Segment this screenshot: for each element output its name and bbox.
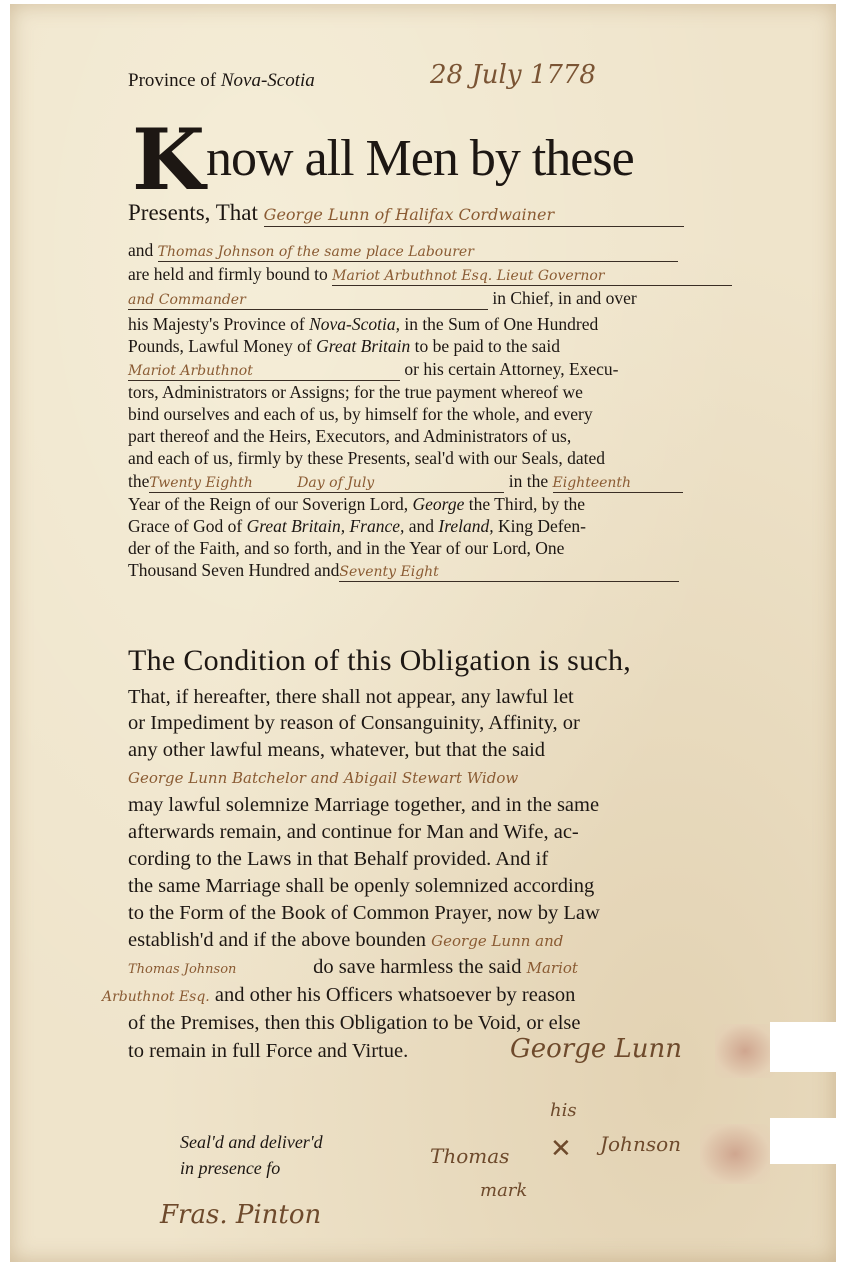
bond-line-5: his Majesty's Province of Nova-Scotia, in the Sum of One Hundred [128, 314, 599, 334]
bond-line-15: der of the Faith, and so forth, and in the Year of our Lord, One [128, 538, 565, 558]
wax-seal-upper [715, 1024, 775, 1078]
paper-cutout-lower [770, 1118, 844, 1164]
condition-line-11: Thomas Johnson do save harmless the said Mariot [128, 956, 578, 978]
condition-line-10: establish'd and if the above bounden George Lunn and [128, 929, 564, 951]
condition-line-7: cording to the Laws in that Behalf provided. And if [128, 848, 549, 870]
paper-cutout-upper [770, 1022, 844, 1072]
handwritten-date: 28 July 1778 [430, 60, 596, 90]
bond-line-2: and Thomas Johnson of the same place Labourer [128, 240, 678, 262]
mark-cross: ✕ [550, 1134, 572, 1164]
condition-line-12: Arbuthnot Esq. and other his Officers whatsoever by reason [102, 984, 576, 1006]
condition-line-3: any other lawful means, whatever, but that the said [128, 739, 546, 761]
witness-signature: Fras. Pinton [160, 1200, 322, 1230]
province-heading: Province of Nova-Scotia [128, 70, 315, 91]
bond-line-7: Mariot Arbuthnot or his certain Attorney, Execu- [128, 359, 619, 379]
principal-signature: George Lunn [510, 1034, 683, 1064]
condition-line-14: to remain in full Force and Virtue. [128, 1040, 409, 1062]
bond-line-14: Grace of God of Great Britain, France, and Ireland, King Defen- [128, 516, 586, 536]
bond-line-9: bind ourselves and each of us, by himself for the whole, and every [128, 404, 593, 424]
bond-line-10: part thereof and the Heirs, Executors, and Administrators of us, [128, 426, 572, 446]
condition-line-6: afterwards remain, and continue for Man and Wife, ac- [128, 821, 579, 843]
condition-line-9: to the Form of the Book of Common Prayer, now by Law [128, 902, 600, 924]
wax-seal-lower [700, 1124, 770, 1184]
bond-line-3: are held and firmly bound to Mariot Arbuthnot Esq. Lieut Governor [128, 264, 732, 286]
condition-line-2: or Impediment by reason of Consanguinity, Affinity, or [128, 712, 580, 734]
bond-line-4: and Commander in Chief, in and over [128, 288, 637, 308]
mark-signature-first: Thomas [430, 1144, 510, 1168]
mark-signature-last: Johnson [600, 1132, 682, 1156]
mark-label: mark [480, 1180, 528, 1201]
sealed-delivered-line1: Seal'd and deliver'd [180, 1132, 323, 1152]
condition-title: The Condition of this Obligation is such, [128, 644, 632, 677]
bond-line-13: Year of the Reign of our Soverign Lord, George the Third, by the [128, 494, 586, 514]
bond-line-16: Thousand Seven Hundred andSeventy Eight [128, 560, 679, 582]
bond-line-11: and each of us, firmly by these Presents, seal'd with our Seals, dated [128, 448, 605, 468]
bond-title: Know all Men by these [132, 110, 634, 209]
bond-line-8: tors, Administrators or Assigns; for the true payment whereof we [128, 382, 583, 402]
bond-line-6: Pounds, Lawful Money of Great Britain to be paid to the said [128, 336, 560, 356]
condition-line-4: George Lunn Batchelor and Abigail Stewart Widow [128, 769, 519, 787]
bond-line-1: Presents, That George Lunn of Halifax Cordwainer [128, 200, 684, 227]
condition-line-13: of the Premises, then this Obligation to be Void, or else [128, 1012, 581, 1034]
condition-line-1: That, if hereafter, there shall not appear, any lawful let [128, 686, 574, 708]
document-page [10, 4, 836, 1262]
title-initial: K [132, 110, 205, 209]
condition-line-5: may lawful solemnize Marriage together, and in the same [128, 794, 600, 816]
bond-line-12: theTwenty Eighth Day of July in the Eighteenth [128, 471, 683, 493]
mark-his: his [550, 1100, 577, 1121]
condition-line-8: the same Marriage shall be openly solemnized according [128, 875, 595, 897]
sealed-delivered-line2: in presence fo [180, 1158, 281, 1178]
